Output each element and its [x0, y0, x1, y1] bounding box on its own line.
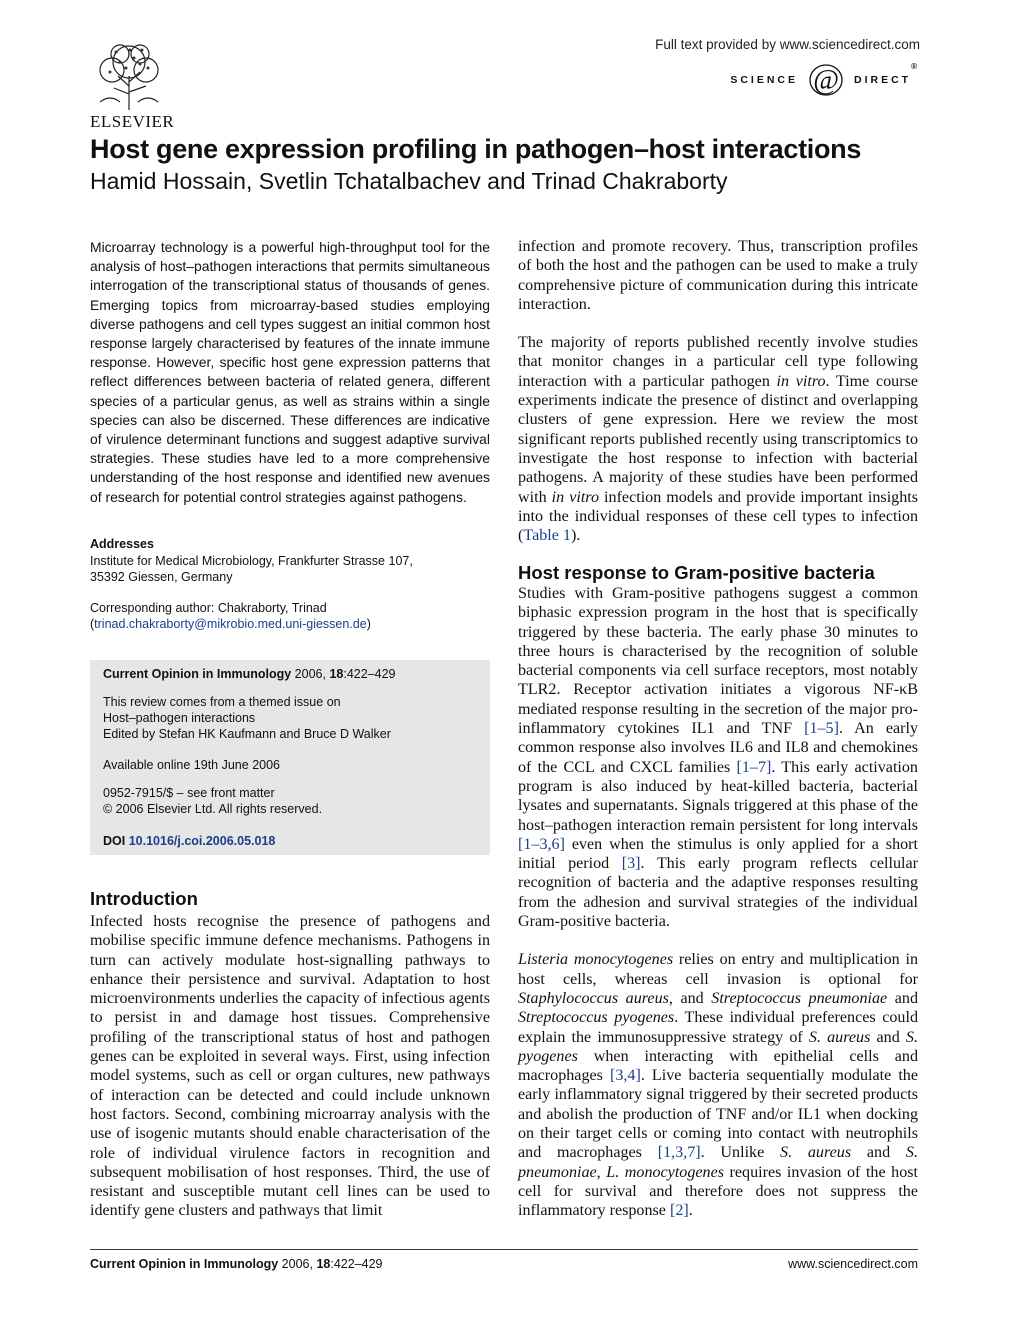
ref-link[interactable]: [3,4] [609, 1067, 641, 1085]
infobox-rights [103, 785, 322, 817]
paragraph-listeria: Listeria monocytogenes relies on entry and multiplication in host cells, whereas cell invasion is optional for Staphylococcus aureus, and Streptococcus pneumoniae and Streptococcus pyogenes. These individual preferences could explain the immunosuppressive strategy of S. aureus and S. pyogenes when interacting with epithelial cells and macrophages [3,4]. Live bacteria sequentially modulate the early inflammatory signal triggered by their secreted products and abolish the production of TNF and/or IL1 when docking on their target cells or coming into contact with neutrophils and macrophages [1,3,7]. Unlike S. aureus and S. pneumoniae, L. monocytogenes requires invasion of the host cell for survival and therefore does not suppress the inflammatory response [2]. [518, 951, 918, 1220]
footer-pages: :422–429 [330, 1257, 383, 1271]
addresses-label: Addresses [90, 537, 154, 551]
footer-citation [90, 1257, 382, 1271]
themed-line-3: Edited by Stefan HK Kaufmann and Bruce D Walker [103, 727, 391, 741]
article-info-box [90, 660, 490, 855]
addresses [90, 553, 490, 585]
address-line-2: 35392 Giessen, Germany [90, 570, 233, 584]
ref-link[interactable]: [1,3,7] [657, 1144, 701, 1162]
ref-link[interactable]: [1–7] [736, 758, 772, 776]
paragraph-reports: The majority of reports published recently involve studies that monitor changes in a particular cell type following interaction with a particular pathogen in vitro. Time course experiments indicate the presence of distinct and overlapping clusters of gene expression. Here we review the most significant reports published recently using transcriptomics to investigate the host response to infection with bacterial pathogens. A majority of these studies have been performed with in vitro infection models and provide important insights into the individual responses of these cell types to infection (Table 1). [518, 334, 918, 545]
corresponding-label: Corresponding author: Chakraborty, Trinad [90, 601, 327, 615]
infobox-copyright: © 2006 Elsevier Ltd. All rights reserved. [103, 802, 323, 816]
ref-link[interactable]: [1–3,6] [518, 835, 565, 853]
gram-positive-heading: Host response to Gram-positive bacteria [518, 562, 875, 583]
infobox-themed [103, 694, 391, 742]
ref-link[interactable]: [2] [669, 1202, 689, 1220]
elsevier-logo [90, 42, 175, 131]
footer-divider [90, 1249, 918, 1250]
ref-link[interactable]: [3] [621, 855, 641, 873]
infobox-available: Available online 19th June 2006 [103, 758, 280, 772]
address-line-1: Institute for Medical Microbiology, Frankfurter Strasse 107, [90, 554, 413, 568]
sd-registered: ® [911, 62, 920, 71]
table-1-link[interactable]: Table 1 [523, 527, 571, 545]
article-authors: Hamid Hossain, Svetlin Tchatalbachev and Trinad Chakraborty [90, 168, 728, 194]
infobox-year: 2006, [294, 667, 326, 681]
themed-line-1: This review comes from a themed issue on [103, 695, 341, 709]
infobox-citation [103, 666, 395, 682]
right-column [518, 237, 918, 545]
doi-label: DOI [103, 834, 126, 848]
gram-positive-section [518, 562, 918, 1221]
infobox-doi [103, 833, 275, 849]
corresponding-author: Corresponding author: Chakraborty, Trinad (trinad.chakraborty@mikrobio.med.uni-giessen.de) [90, 600, 490, 632]
abstract: Microarray technology is a powerful high-throughput tool for the analysis of host–pathogen interactions that permits simultaneous interrogation of the transcriptional status of thousands of genes. Emerging topics from microarray-based studies employing diverse pathogens and cell types suggest an initial common host response largely characterised by features of the innate immune response. However, specific host gene expression patterns that reflect differences between bacteria of related genera, different species of a particular genus, as well as strains within a single species can also be discerned. These differences are indicative of virulence determinant functions and suggest adaptive survival strategies. These studies have led to a more comprehensive understanding of the host response and identified new avenues of research for potential control strategies against pathogens. [90, 239, 490, 505]
infobox-volume: 18 [329, 667, 344, 681]
infobox-pages: :422–429 [343, 667, 396, 681]
sd-mark-glyph: @ [813, 65, 839, 96]
sd-right-word: DIRECT [854, 74, 912, 86]
introduction-heading: Introduction [90, 888, 198, 909]
footer-journal: Current Opinion in Immunology [90, 1257, 279, 1271]
sciencedirect-at-icon [808, 62, 844, 98]
fulltext-notice: Full text provided by www.sciencedirect.com [655, 37, 920, 52]
paragraph-biphasic: Studies with Gram-positive pathogens suggest a common biphasic expression program in the host that is specifically triggered by these bacteria. The early phase 30 minutes to three hours is characterised by the recognition of soluble bacterial components via cell surface receptors, most notably TLR2. Receptor activation initiates a vigorous NF-κB mediated response resulting in the secretion of the major pro-inflammatory cytokines IL1 and TNF [1–5]. An early common response also involves IL6 and IL8 and chemokines of the CCL and CXCL families [1–7]. This early activation program is also induced by heat-killed bacteria, bacterial lysates and supernatants. Signals triggered at this phase of the host–pathogen interaction remain persistent for long intervals [1–3,6] even when the stimulus is only applied for a short initial period [3]. This early program reflects cellular recognition of bacteria and the adaptive responses resulting from the adhesion and survival strategies of the individual Gram-positive bacteria. [518, 585, 919, 931]
sd-left-word: SCIENCE [730, 74, 798, 86]
themed-line-2: Host–pathogen interactions [103, 711, 256, 725]
footer-url[interactable]: www.sciencedirect.com [788, 1257, 918, 1271]
author-email-link[interactable]: trinad.chakraborty@mikrobio.med.uni-giessen.de [94, 617, 367, 631]
introduction-section [90, 888, 490, 1221]
sciencedirect-logo [660, 62, 920, 102]
elsevier-tree-icon [90, 42, 168, 112]
publisher-name: ELSEVIER [90, 112, 175, 131]
infobox-issn: 0952-7915/$ – see front matter [103, 786, 275, 800]
paragraph-continuation: infection and promote recovery. Thus, transcription profiles of both the host and the pathogen can be used to make a truly comprehensive picture of communication during this intricate interaction. [518, 238, 918, 313]
doi-link[interactable]: 10.1016/j.coi.2006.05.018 [128, 834, 276, 848]
introduction-text: Infected hosts recognise the presence of pathogens and mobilise specific immune defence mechanisms. Pathogens in turn can actively modulate host-signalling pathways to enhance their persistence and survival. Adaptation to host microenvironments underlies the capacity of infectious agents to persist in and damage host tissues. Comprehensive profiling of the transcriptional status of host and pathogen genes can be exploited in several ways. First, using infection model systems, such as cell or organ cultures, new pathways of interaction can be detected and could include unknown host factors. Second, combining microarray analysis with the use of isogenic mutants should enable characterisation of the role of individual virulence factors in recognition and subsequent mobilisation of host responses. Third, the use of resistant and susceptible mutant cell lines can be used to identify gene clusters and pathways that limit [90, 913, 490, 1220]
article-title: Host gene expression profiling in pathogen–host interactions [90, 134, 862, 164]
ref-link[interactable]: [1–5] [804, 720, 839, 738]
infobox-journal: Current Opinion in Immunology [103, 667, 292, 681]
footer-volume: 18 [316, 1257, 331, 1271]
footer-year: 2006, [281, 1257, 313, 1271]
